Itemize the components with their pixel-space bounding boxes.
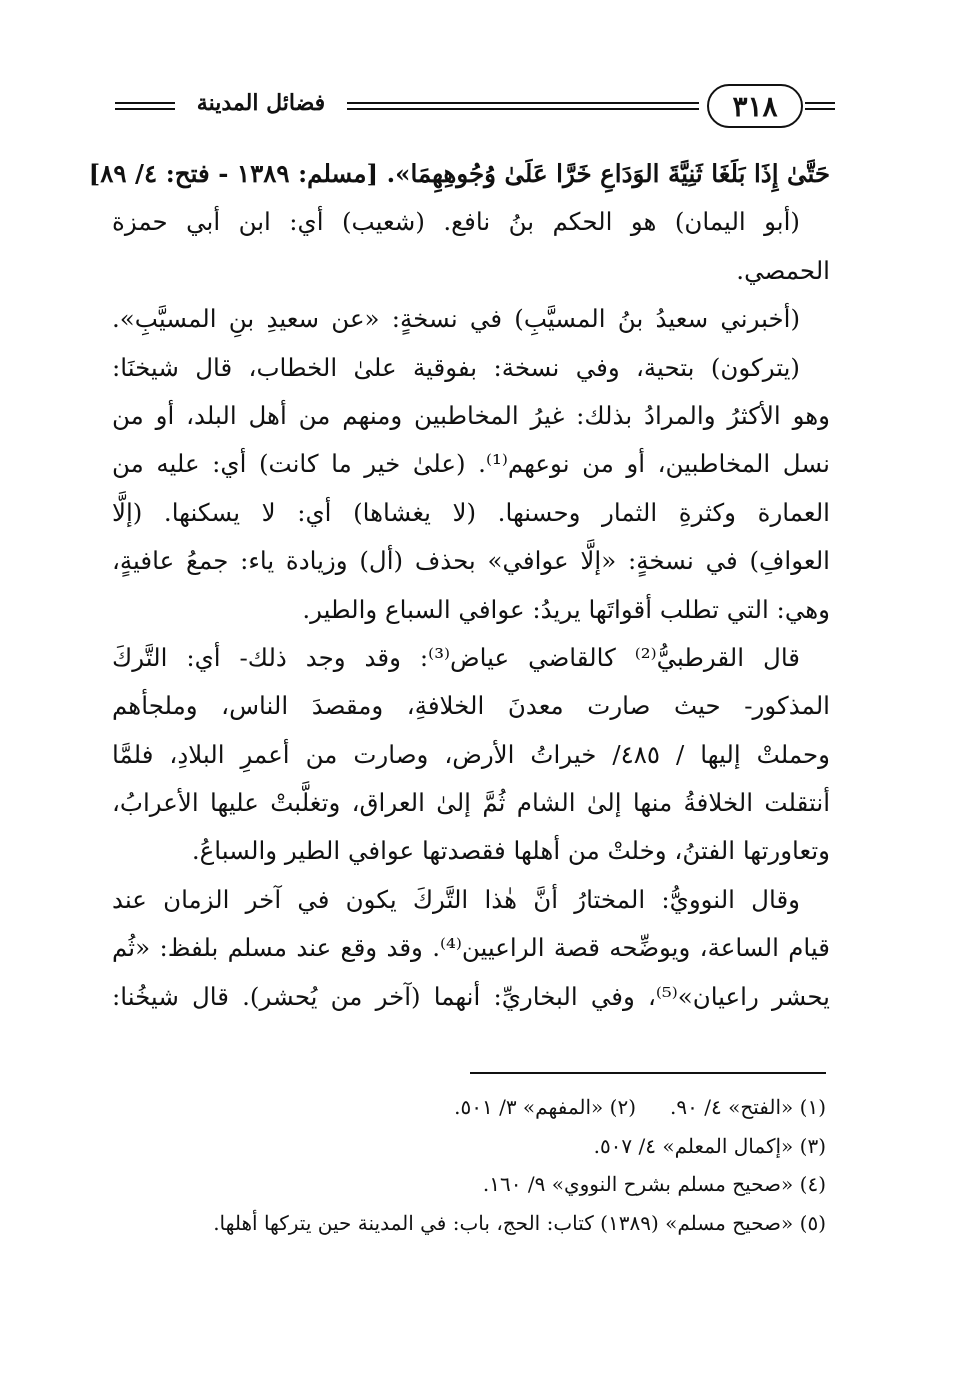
text-line: المذكور- حيث صارت معدنَ الخلافةِ، ومقصدَ الناس، وملجأهم xyxy=(112,691,830,721)
page-header xyxy=(115,84,835,132)
text-line: (أخبرني سعيدُ بنُ المسيَّبِ) في نسخةٍ: «عن سعيدِ بنِ المسيَّبِ». xyxy=(112,304,800,334)
text-line: قال القرطبيُّ⁽²⁾ كالقاضي عياض⁽³⁾: وقد وجد ذلك- أي: التَّركَ xyxy=(112,642,801,672)
footnote-4: (٤) «صحيح مسلم بشرح النووي» ٩/ ١٦٠. xyxy=(482,1172,826,1196)
footnote-separator xyxy=(470,1072,826,1074)
header-rule-middle xyxy=(347,102,699,110)
main-text xyxy=(88,150,830,1021)
footnote-5: (٥) «صحيح مسلم» (١٣٨٩) كتاب: الحج، باب: في المدينة حين يتركها أهلها. xyxy=(213,1210,826,1235)
text-line: قيام الساعة، ويوضِّحه قصة الراعيين⁽⁴⁾. وقد وقع عند مسلم بلفظ: «ثُم xyxy=(112,933,830,963)
footnote-1: (١) «الفتح» ٤/ ٩٠. xyxy=(670,1095,826,1119)
header-rule-left xyxy=(115,102,175,110)
text-line: وهو الأكثرُ والمرادُ بذلك: غيرُ المخاطبين ومنهم من أهل البلد، أو من xyxy=(112,400,830,430)
text-line: وتعاورتها الفتنُ، وخلتْ من أهلها فقصدتها عوافي الطير والسباعُ. xyxy=(191,836,830,866)
book-title: فضائل المدينة xyxy=(196,90,326,116)
footnote-2: (٢) «المفهم» ٣/ ٥٠١. xyxy=(454,1095,636,1119)
text-line: نسل المخاطبين، أو من نوعهم⁽¹⁾. (علىٰ خير ما كانت) أي: عليه من xyxy=(112,449,830,479)
text-line: (أبو اليمان) هو الحكم بنُ نافع. (شعيب) أي: ابن أبي حمزة xyxy=(112,207,800,237)
footnote-3: (٣) «إكمال المعلم» ٤/ ٥٠٧. xyxy=(593,1133,826,1158)
footnotes xyxy=(112,1088,826,1242)
text-line: وقال النوويُّ: المختارُ أنَّ هٰذا التَّركَ يكون في آخر الزمان عند xyxy=(112,884,800,914)
text-line: حَتَّىٰ إِذَا بَلَغَا ثَنِيَّةَ الوَدَاعِ خَرَّا عَلَىٰ وُجُوهِهِمَا». [مسلم: ١٣٨٩ - فتح: ٤/ ٨٩] xyxy=(88,159,830,188)
text-line: أنتقلت الخلافةُ منها إلىٰ الشام ثُمَّ إلىٰ العراق، وتغلَّبتْ عليها الأعرابُ، xyxy=(112,788,830,818)
text-line: وهي: التي تطلب أقواتَها يريدُ: عوافي السباع والطير. xyxy=(302,594,830,624)
text-line: الحمصي. xyxy=(736,255,830,285)
text-line: يحشر راعيان»⁽⁵⁾، وفي البخاريِّ: أنهما (آخر من يُحشر). قال شيخُنا: xyxy=(112,981,830,1011)
text-line: العوافِ) في نسخةٍ: «إلَّا عوافي» بحذف (أل) وزيادة ياء: جمعُ عافيةٍ، xyxy=(112,546,830,576)
footnote-row xyxy=(112,1088,826,1127)
text-line: العمارة وكثرةِ الثمار وحسنها. (لا يغشاها) أي: لا يسكنها. (إلَّا xyxy=(112,497,830,527)
page-number: ٣١٨ xyxy=(707,84,803,128)
text-line: وحملتْ إليها / ٤٨٥/ خيراتُ الأرض، وصارت من أعمرِ البلادِ، فلمَّا xyxy=(112,739,830,769)
text-line: (يتركون) بتحية، وفي نسخة: بفوقية علىٰ الخطاب، قال شيخنَا: xyxy=(112,352,800,382)
header-rule-right xyxy=(805,102,835,110)
